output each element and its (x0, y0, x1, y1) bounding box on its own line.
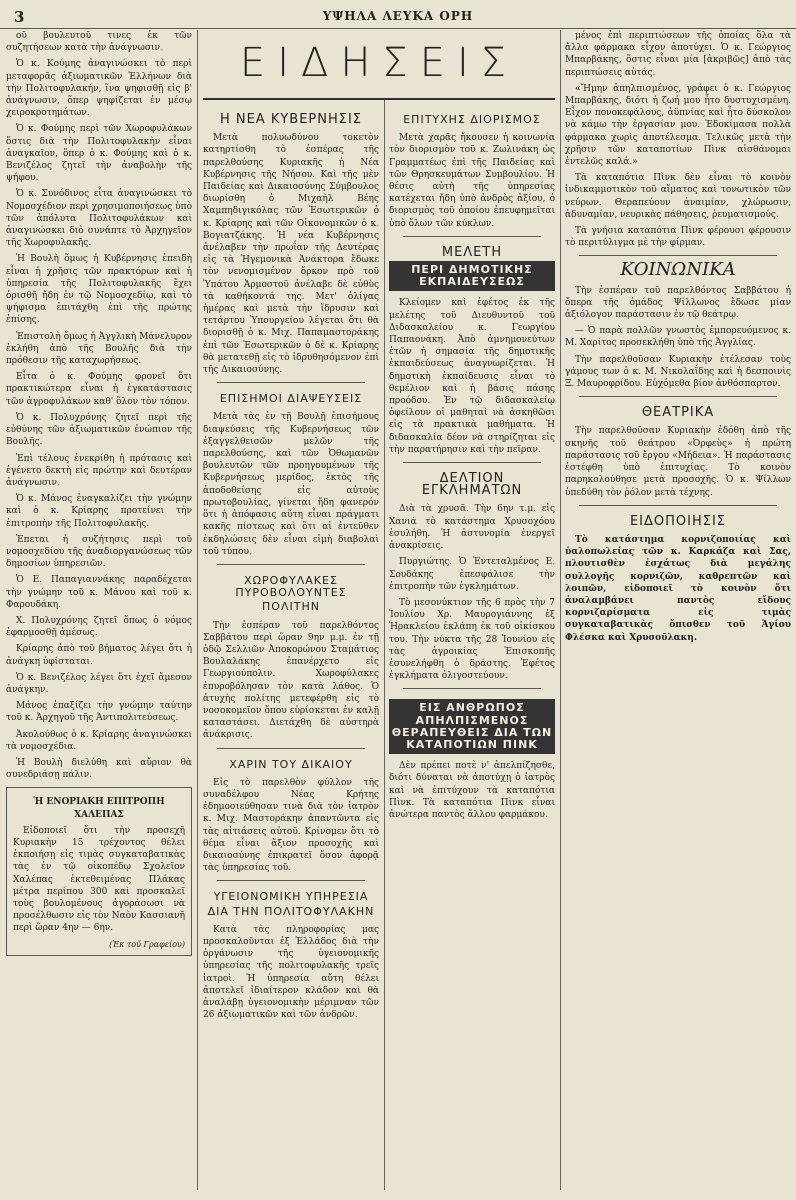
article-paragraph: Ὁ κ. Βενιζέλος λέγει ὅτι ἐχεῖ ἄμεσον ἀνάγκην. (6, 672, 192, 695)
article-paragraph: μένος ἐπὶ περιπτώσεων τῆς ὁποίας ὅλα τὰ ἄλλα φάρμακα εἶχον ἀποτύχει. Ὁ κ. Γεώργιος Μπαρβάκης, ὅστις εἶναι μία [ἀκριβῶς] ἀπὸ τὰς περιπτώσεις αὐτάς. (565, 31, 791, 78)
divider (403, 462, 541, 463)
article-paragraph: Κρίαρης ἀπὸ τοῦ βήματος λέγει ὅτι ἡ ἀνάγκη ὑφίσταται. (6, 644, 192, 667)
notice-text: Τὸ κατάστημα κορνιζοποιίας καὶ ὑαλοπωλείας τῶν κ. Καρκάζα καὶ Σας, πλουτισθὲν ἐσχάτως διὰ μεγάλης συλλογῆς κορνιζῶν, καθρεπτῶν καὶ λοιπῶν, εἰδοποιεῖ τὸ κοινὸν ὅτι ἀναλαμβάνει παντὸς εἴδους κορνιζαρίσματα εἰς τιμὰς συγκαταβατικὰς ὅπισθεν τοῦ Ἁγίου Φλέσκα καὶ Χρυσοῦλακη. (565, 534, 791, 643)
column-divider (384, 100, 385, 1190)
article-heading: ΔΕΛΤΙΟΝ ΕΓΚΛΗΜΑΤΩΝ (421, 471, 523, 499)
divider (403, 688, 541, 689)
column-4 (565, 30, 791, 1190)
section-title-rule (203, 98, 555, 100)
article-subheading: ΠΕΡΙ ΔΗΜΟΤΙΚΗΣ ΕΚΠΑΙΔΕΥΣΕΩΣ (389, 261, 555, 291)
article-paragraph: Τὴν παρελθοῦσαν Κυριακὴν ἐδόθη ἀπὸ τῆς σκηνῆς τοῦ θεάτρου «Ὀρφεὺς» ἡ πρώτη παράστασις τοῦ ἔργου «Μήδεια». Ἡ παράστασις ἐστέφθη ὑπὸ ἐπιτυχίας. Τὸ κοινὸν παρηκολούθησε μετὰ προσοχῆς. Ὁ κ. Ψίλλων ὑπεδύθη τὸν ῥόλον μετὰ τέχνης. (565, 426, 791, 498)
article-heading: ΕΠΙΤΥΧΗΣ ΔΙΟΡΙΣΜΟΣ (403, 113, 541, 126)
article-paragraph: «Ἤμην ἀπηλπισμένος, γράφει ὁ κ. Γεώργιος Μπαρβάκης, διότι ἡ ζωή μου ἦτο δυστυχισμένη. Εἶχον πονοκεφάλους, ἀϋπνίας καὶ ἦτο δύσκολον νὰ κάμω τὴν ἐργασίαν μου. Ἐδοκίμασα πολλὰ φάρμακα χωρὶς ἀποτέλεσμα. Τελικῶς μετὰ τὴν χρῆσιν τῶν καταποτίων Πὶνκ αἰσθάνομαι ἐντελῶς καλά.» (565, 83, 791, 168)
notice-signature: (Ἐκ τοῦ Γραφείου) (109, 939, 185, 949)
article-heading: ΧΑΡΙΝ ΤΟΥ ΔΙΚΑΙΟΥ (229, 757, 353, 771)
article-paragraph: Χ. Πολυχρόνης ζητεῖ ὅπως ὁ νόμος ἐφαρμοσθῇ ἀμέσως. (6, 615, 192, 639)
column-3 (389, 104, 555, 1190)
column-1 (6, 30, 192, 1190)
article-paragraph: Εἰς τὸ παρελθὸν φύλλον τῆς συναδέλφου Νέας Κρήτης ἐδημοσιεύθησαν τινὰ διὰ τὸν ἰατρὸν κ. Μιχ. Μαστοράκην ἀπαντῶντα εἰς τὰς αἰτιάσεις αὐτοῦ. Κρίνομεν ὅτι τὸ θέμα εἶναι ἄξιον προσοχῆς καὶ δικαιοσύνης ἐπικρατεῖ ὅσον ἀφορᾷ τὰς ὑπηρεσίας τοῦ. (203, 777, 379, 874)
divider (217, 382, 365, 383)
article-subheading: ΠΟΛΙΤΗΝ (262, 600, 320, 614)
divider (579, 505, 777, 506)
column-divider (197, 30, 198, 1190)
article-paragraph: Μάνος ἐπαξίζει τὴν γνώμην ταύτην τοῦ κ. Ἀρχηγοῦ τῆς Ἀντιπολιτεύσεως. (6, 701, 192, 724)
article-paragraph: Ὁ κ. Μάνος ἐναγκαλίζει τὴν γνώμην καὶ ὁ κ. Κρίαρης προτείνει τὴν ἐπιτροπὴν τῆς Πολιτοφυλακῆς. (6, 494, 192, 529)
notice-heading: Ἡ ΕΝΟΡΙΑΚΗ ΕΠΙΤΡΟΠΗ ΧΑΛΕΠΑΣ (33, 797, 165, 820)
column-2 (203, 104, 379, 1190)
parish-notice-box (6, 787, 192, 955)
article-paragraph: Τὰ καταπότια Πὶνκ δὲν εἶναι τὸ κοινὸν ἰνδικαμμοτικὸν τοῦ αἵματος καὶ τονωτικὸν τῶν νεύρων. Θεραπεύουν ἀναιμίαν, χλώρωσιν, ἀδυναμίαν, νευρικὰς πάθησεις, ῥευματισμούς. (565, 173, 791, 220)
article-paragraph: Μετὰ τὰς ἐν τῇ Βουλῇ ἐπισήμους διαψεύσεις τῆς Κυβερνήσεως τῶν ἐξαγγελθεισῶν μελῶν τῆς παρελθούσης, καὶ τῶν Ὀθωμανῶν βουλευτῶν τῶν προηγουμένων τῆς Κυβερνήσεως μερίδος, ἐκτὸς τῆς ἀποδοθείσης εἰς αὐτοὺς πρωτοβουλίας, γίνεται ἤδη φανερόν ὅτι ἡ ἀπόφασις αὕτη εἶναι πράγματι κακῆς πίστεως καὶ ὅτι αἱ ἐντεῦθεν ἐκδηλώσεις δὲν εἶναι εἰμὴ διαβολαὶ τοῦ τύπου. (203, 412, 379, 557)
article-paragraph: Τὴν ἑσπέραν τοῦ παρελθόντος Σαββάτου ἡ ὄπερα τῆς ὁμάδος Ψίλλωνος ἔδωσε μίαν ἀξιόλογον παράστασιν ἐν τῷ θεάτρῳ. (565, 285, 791, 321)
article-paragraph: Ὁ κ. Φούμης περὶ τῶν Χωροφυλάκων ὅστις διὰ τὴν Πολιτοφυλακὴν εἶναι ἀναγκαῖον, ὅπερ ὁ κ. Φούμης καὶ ὁ κ. Βενιζέλος ζητεῖ τὴν ἀναβολὴν τῆς ψήφου. (6, 124, 192, 184)
masthead (0, 6, 796, 29)
article-paragraph: Ἡ Βουλὴ διελύθη καὶ αὔριον θὰ συνεδριάσῃ πάλιν. (6, 757, 192, 781)
article-paragraph: Τὴν παρελθοῦσαν Κυριακὴν ἐτέλεσαν τοὺς γάμους των ὁ κ. Μ. Νικολαΐδης καὶ ἡ δεσποινὶς Ξ. Μαυροφρίδου. Εὐχόμεθα βίον ἀνθόσπαρτον. (565, 354, 791, 390)
article-paragraph: Τὸ μεσονύκτιον τῆς 6 πρὸς τὴν 7 Ἰουλίου Χρ. Μαυρογιάννης ἐξ Ἡρακλείου ἐκλάπη ἐκ τοῦ οἰκίσκου του. Τὴν νύκτα τῆς 28 Ἰουνίου εἰς τὰς ἀγροικίας Ἐπισκοπῆς ἐσυνελήφθη ὁ δράστης. Ἐφέτος ἐγκλήματα ὀλιγοστεύουν. (389, 597, 555, 682)
article-heading: ΥΓΕΙΟΝΟΜΙΚΗ ΥΠΗΡΕΣΙΑ (213, 890, 369, 904)
newspaper-name: ΥΨΗΛΑ ΛΕΥΚΑ ΟΡΗ (322, 9, 474, 23)
article-paragraph: Ὁ Ε. Παπαγιαννάκης παραδέχεται τὴν γνώμην τοῦ κ. Μάνου καὶ τοῦ κ. Φαρουδάκη. (6, 575, 192, 610)
article-paragraph: οῦ βουλευτοῦ τινες ἐκ τῶν συζητήσεων κατὰ τὴν ἀνάγνωσιν. (6, 31, 192, 54)
article-paragraph: Μετὰ χαρᾶς ἤκουσεν ἡ κοινωνία τὸν διορισμὸν τοῦ κ. Ζωλινάκη ὡς Γραμματέως ἐπὶ τῆς Παιδείας καὶ τῶν Θρησκευμάτων Συμβουλίου. Ἡ θέσις αὐτὴ τῆς ὑπηρεσίας κατέχεται ἤδη ὑπὸ ἀνδρὸς ἀξίου, ὁ διορισμὸς τοῦ ὁποίου ἐπευφημεῖται ὑπὸ ὅλων τῶν κύκλων. (389, 133, 555, 229)
article-paragraph: Κατὰ τὰς πληροφορίας μας προσκαλοῦνται ἐξ Ἑλλάδος διὰ τὴν ὀργάνωσιν τῆς ὑγειονομικῆς ὑπηρεσίας τῆς πολιτοφυλακῆς τρεῖς ἰατροὶ. Ἡ ὑπηρεσία αὕτη θέλει ἀποτελεῖ ἰδιαίτερον κλάδον καὶ θὰ ἀναλάβῃ ὑγειονομικὴν μέριμναν τῶν 26 ἀξιωματικῶν καὶ τῶν ἀνδρῶν. (203, 924, 379, 1021)
divider (217, 748, 365, 749)
divider (579, 255, 777, 256)
article-paragraph: Τὰ γνήσια καταπότια Πὶνκ φέρουσι φέρουσιν τὸ περιτύλιγμα μὲ τὴν φίρμαν. (565, 226, 791, 249)
article-paragraph: Ἀκολούθως ὁ κ. Κρίαρης ἀναγινώσκει τὰ νομοσχέδια. (6, 729, 192, 752)
section-title: ΕΙΔΗΣΕΙΣ (239, 40, 519, 86)
article-paragraph: Κλείομεν καὶ ἐφέτος ἐκ τῆς μελέτης τοῦ Διευθυντοῦ τοῦ Διδασκαλείου κ. Γεωργίου Παπαονάκη. Ἀπὸ ἀμνημονεύτων ἐτῶν ἡ σημασία τῆς δημοτικῆς ἐκπαιδεύσεως ἀναγνωρίζεται. Ἡ δημοτικὴ ἐκπαίδευσις εἶναι τὸ θεμέλιον καὶ ἡ βάσις πάσης προόδου. Ἐν τῷ διδασκαλείῳ ὀφείλουν οἱ μαθηταὶ νὰ ἀσκηθῶσι εἰς τὰ πρακτικὰ μαθήματα. Ἡ διδασκαλία δέον νὰ στηρίζηται εἰς τὴν παρατήρησιν καὶ τὴν πεῖραν. (389, 298, 555, 455)
article-paragraph: Εἶτα ὁ κ. Φούμης φρονεῖ ὅτι πρακτικώτερα εἶναι ἡ ἐγκατάστασις τῶν ἀγροφυλάκων καθ' ὅλον τὸν τόπον. (6, 372, 192, 407)
article-subheading: ΔΙΑ ΤΗΝ ΠΟΛΙΤΟΦΥΛΑΚΗΝ (207, 904, 375, 918)
notice-text: Εἰδοποιεῖ ὅτι τὴν προσεχῆ Κυριακὴν 15 τρέχοντος θέλει ἐκποιήσῃ εἰς τιμὰς συγκαταβατικὰς τὰς ἐν τῷ οἰκοπέδῳ Σχολεῖον Χαλέπας ἐκτεθειμένας Πλάκας μέτρα περίπου 300 καὶ προσκαλεῖ τοὺς βουλομένους ἀγοράσωσι νὰ προσέλθωσιν εἰς τὸν Ναὸν Κασσιανῆ περὶ ὥραν 4ην — 6ην. (13, 825, 185, 934)
article-paragraph: Τὴν ἑσπέραν τοῦ παρελθόντος Σαββάτου περὶ ὥραν 9ην μ.μ. ἐν τῇ ὁδῷ Σελλιῶν Ἀποκορώνου Σταμάτιος Βουλαλάκης ἐπανέρχετο εἰς Γεωργιούπολιν. Χωροφύλακες ἐπυροβόλησαν τὸν κατὰ λάθος. Ὁ ἀτυχὴς πολίτης μετεφέρθη εἰς τὸ νοσοκομεῖον ὅπου εὑρίσκεται ἐν καλῇ καταστάσει. Διετάχθη δὲ αὐστηρὰ ἀνάκρισις. (203, 620, 379, 741)
article-paragraph: Ὁ κ. Κούμης ἀναγινώσκει τὸ περὶ μεταφορᾶς ἀξιωματικῶν Ἑλλήνων διὰ τὴν Πολιτοφυλακήν, ἵνα ψηφισθῇ εἰς β' ἀνάγνωσιν, ὅπερ ψηφίζεται ἐν μέσῳ χειροκροτημάτων. (6, 59, 192, 119)
article-heading: ΕΠΙΣΗΜΟΙ ΔΙΑΨΕΥΣΕΙΣ (219, 392, 363, 406)
article-paragraph: Ἡ Βουλὴ ὅμως ἡ Κυβέρνησις ἐπειδὴ εἶναι ἡ χρῆσις τῶν πρακτόρων καὶ ἡ ὑπηρεσία τῆς Πολιτοφυλακῆς ἔχει ὁρισθῆ ἤδη ἐν τῷ Νομοσχεδίῳ, καὶ τὸ ψήφισμα ἐπιτάχθη ἐπὶ τῆς πρώτης ἐπίσης. (6, 254, 192, 326)
article-paragraph: Ἐπεται ἡ συζήτησις περὶ τοῦ νομοσχεδίου τῆς ἀναδιοργανώσεως τῶν δημοσίων ὑπηρεσιῶν. (6, 534, 192, 570)
page-number: 3 (14, 8, 25, 26)
divider (217, 564, 365, 565)
article-paragraph: Μετὰ πολυωδύνου τοκετὸν κατηρτίσθη τὸ ἑσπέρας τῆς παρελθούσης Κυριακῆς ἡ Νέα Κυβέρνησις τῆς Νήσου. Καὶ τῆς μὲν Παιδείας καὶ Δικαιοσύνης Σύμβουλος διωρίσθη ὁ Μιχαὴλ Βέης Χαμπηδιγικόλας τῶν Ἐσωτερικῶν ὁ κ. Κρίαρης καὶ τῶν Οἰκονομικῶν ὁ κ. Βογιατζάκης. Ἡ νέα Κυβέρνησις ἀνέλαβεν τὴν πρωΐαν τῆς Δευτέρας εἰς τὰ Ἡγεμονικὰ Ἀνάκτορα ἔδωκε τὸν νενομισμένον ὅρκον πρὸ τοῦ Ὑπάτου Ἁρμοστοῦ ἀνέλαβε δὲ εὐθὺς τὰ καθήκοντά της. Μετ' ὀλίγας ἡμέρας καὶ μετὰ τὴν ἵδρυσιν καὶ τετάρτου Ὑπουργείου λέγεται ὅτι θὰ διορισθῇ ὁ κ. Μιχ. Παπαμαστοράκης ἐπὶ τῶν Ἐσωτερικῶν ὁ δὲ κ. Κρίαρης θὰ μετατεθῇ εἰς τὸ ἱδρυθησόμενον ἐπὶ τῆς Δικαιοσύνης. (203, 133, 379, 376)
divider (579, 396, 777, 397)
advertisement-text: Δὲν πρέπει ποτὲ ν' ἀπελπίζησθε, διότι δύναται νὰ ἀποτύχῃ ὁ ἰατρὸς καὶ νὰ ἐπιτύχουν τὰ καταπότια Πὶνκ. Τὰ καταπότια Πὶνκ εἶναι ἀνώτερα παντὸς ἄλλου φαρμάκου. (389, 761, 555, 820)
article-paragraph: — Ὁ παρὰ πολλῶν γνωστὸς ἐμπορευόμενος κ. Μ. Χαρίτος προσεκλήθη ὑπὸ τῆς Ἀγγλίας. (565, 326, 791, 349)
divider (403, 236, 541, 237)
divider (217, 880, 365, 881)
article-paragraph: Ὁ κ. Πολυχρόνης ζητεῖ περὶ τῆς εὐθύνης τῶν ἀξιωματικῶν ἐνώπιον τῆς Βουλῆς. (6, 412, 192, 448)
article-heading: Η ΝΕΑ ΚΥΒΕΡΝΗΣΙΣ (219, 112, 363, 127)
article-paragraph: Πυργιώτης. Ὁ Ἐντεταλμένος Ε. Σουδάκης ἐπεσφάλισε τὴν ἐπιτροπὴν τῶν ἐγκλημάτων. (389, 557, 555, 592)
article-paragraph: Διὰ τὰ χρυσᾶ. Τὴν 6ην τ.μ. εἰς Χανιά τὸ κατάστημα Χρυσοχόου ἐσυλήθη. Ἡ ἀστυνομία ἐνεργεῖ ἀνακρίσεις. (389, 504, 555, 552)
article-paragraph: Ὁ κ. Συνόδινος εἶτα ἀναγινώσκει τὸ Νομοσχέδιον περὶ χρησιμοποιήσεως ὑπὸ τῶν ἀπόλυτα Πολιτοφυλάκων καὶ ἀναγινώσκει διὸ συνάπτε τὸ Ἀρχηγεῖον τῆς Χωροφυλακῆς. (6, 189, 192, 249)
article-heading: ΜΕΛΕΤΗ (441, 244, 503, 260)
article-paragraph: Ἐπὶ τέλους ἐνεκρίθη ἡ πρότασις καὶ ἐγένετο δεκτὴ εἰς πρώτην καὶ δευτέραν ἀνάγνωσιν. (6, 453, 192, 488)
column-divider (560, 30, 561, 1190)
article-paragraph: Ἐπιστολὴ ὅμως ἡ Ἀγγλικὴ Μάνελυρον ἐκλήθη ἀπὸ τῆς Βουλῆς διὰ τὴν πρόθεσιν τῆς καταχωρήσεως. (6, 331, 192, 367)
section-heading-notice: ΕΙΔΟΠΟΙΗΣΙΣ (629, 513, 727, 529)
section-heading-theatre: ΘΕΑΤΡΙΚΑ (641, 405, 715, 421)
advertisement-heading: ΕΙΣ ΑΝΘΡΩΠΟΣ ΑΠΗΛΠΙΣΜΕΝΟΣ ΘΕΡΑΠΕΥΘΕΙΣ ΔΙΑ ΤΩΝ ΚΑΤΑΠΟΤΙΩΝ ΠΙΝΚ (389, 699, 555, 754)
article-heading: ΧΩΡΟΦΥΛΑΚΕΣ ΠΥΡΟΒΟΛΟΥΝΤΕΣ (235, 573, 347, 600)
section-heading-social: ΚΟΙΝΩΝΙΚΑ (620, 259, 736, 281)
